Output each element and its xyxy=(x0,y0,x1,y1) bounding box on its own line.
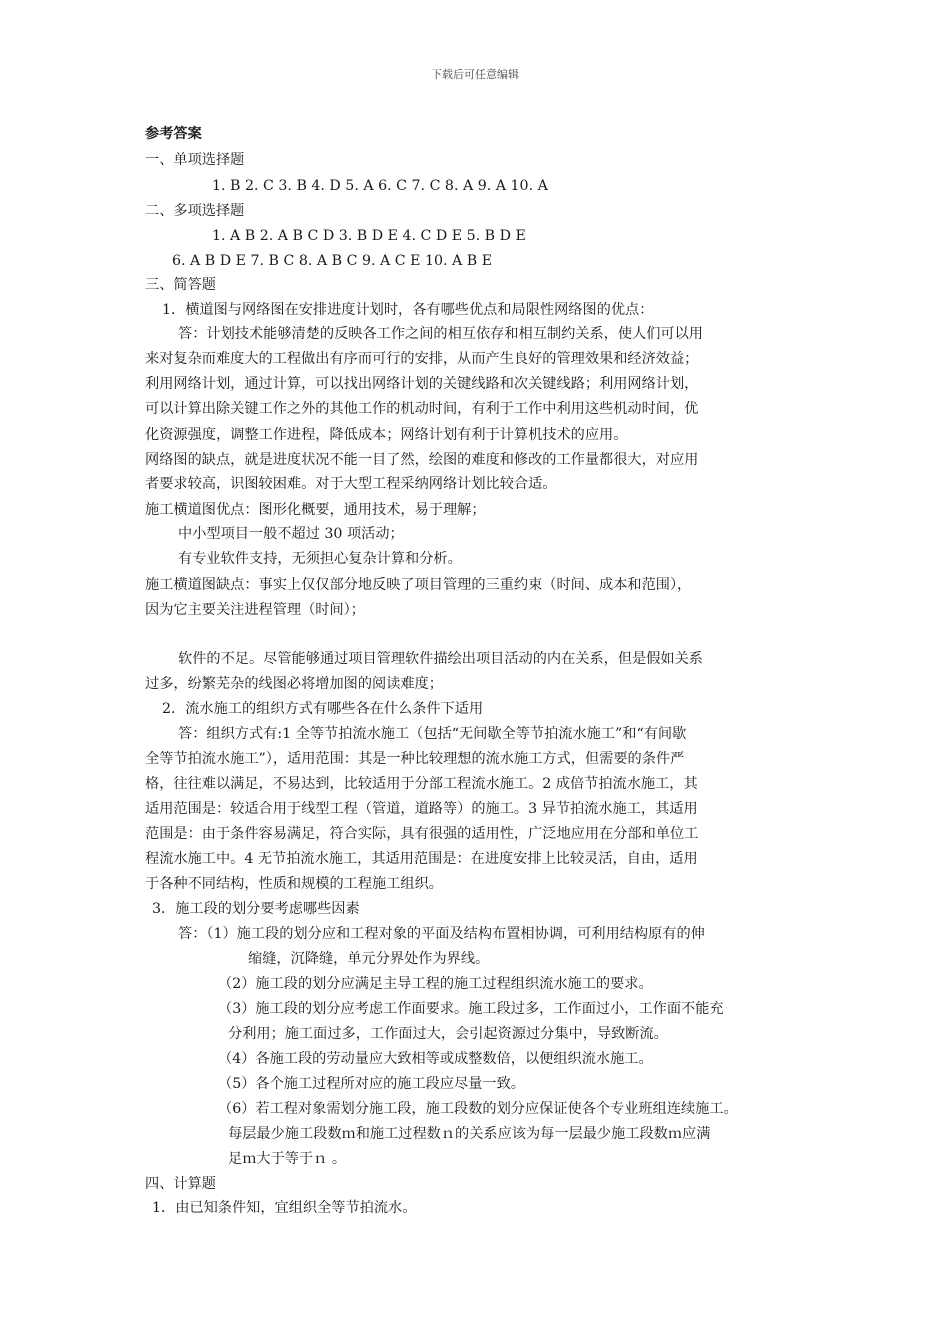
paragraph-line: （6）若工程对象需划分施工段，施工段数的划分应保证使各个专业班组连续施工。 xyxy=(218,1101,738,1117)
paragraph-line: 足ｍ大于等于ｎ 。 xyxy=(228,1151,347,1167)
answer-line: 1. A B 2. A B C D 3. B D E 4. C D E 5. B D E xyxy=(212,228,526,244)
paragraph-line: 每层最少施工段数ｍ和施工过程数ｎ的关系应该为每一层最少施工段数ｍ应满 xyxy=(228,1126,711,1142)
paragraph-line: 程流水施工中。4 无节拍流水施工，其适用范围是：在进度安排上比较灵活，自由，适用 xyxy=(145,851,698,867)
paragraph-line: 可以计算出除关键工作之外的其他工作的机动时间，有利于工作中利用这些机动时间，优 xyxy=(145,401,699,417)
paragraph-line: 中小型项目一般不超过 30 项活动； xyxy=(178,526,404,542)
paragraph-line: 过多，纷繁芜杂的线图必将增加图的阅读难度； xyxy=(145,676,443,692)
paragraph-line: 适用范围是：较适合用于线型工程（管道，道路等）的施工。3 异节拍流水施工，其适用 xyxy=(145,801,698,817)
paragraph-line: 网络图的缺点，就是进度状况不能一目了然，绘图的难度和修改的工作量都很大，对应用 xyxy=(145,452,699,468)
paragraph-line: 于各种不同结构，性质和规模的工程施工组织。 xyxy=(145,876,443,892)
paragraph-line: 格，往往难以满足，不易达到，比较适用于分部工程流水施工。2 成倍节拍流水施工，其 xyxy=(145,776,698,792)
paragraph-line: 答：（1）施工段的划分应和工程对象的平面及结构布置相协调，可利用结构原有的伸 xyxy=(178,926,705,942)
section-heading: 二、多项选择题 xyxy=(145,203,245,219)
section-heading: 三、简答题 xyxy=(145,277,216,293)
paragraph-line: 来对复杂而难度大的工程做出有序而可行的安排，从而产生良好的管理效果和经济效益； xyxy=(145,351,699,367)
paragraph-line: 软件的不足。尽管能够通过项目管理软件描绘出项目活动的内在关系，但是假如关系 xyxy=(178,651,703,667)
answer-line: 1. B 2. C 3. B 4. D 5. A 6. C 7. C 8. A 9. A 10. A xyxy=(212,178,548,194)
question: 2．流水施工的组织方式有哪些各在什么条件下适用 xyxy=(162,701,484,717)
paragraph-line: 者要求较高，识图较困难。对于大型工程采纳网络计划比较合适。 xyxy=(145,476,557,492)
section-heading: 一、单项选择题 xyxy=(145,152,245,168)
paragraph-line: 答：计划技术能够清楚的反映各工作之间的相互依存和相互制约关系，使人们可以用 xyxy=(178,326,703,342)
paragraph-line: 施工横道图优点：图形化概要，通用技术，易于理解； xyxy=(145,502,486,518)
paragraph-line: 全等节拍流水施工”），适用范围：其是一种比较理想的流水施工方式，但需要的条件严 xyxy=(145,751,685,767)
paragraph-line: 施工横道图缺点：事实上仅仅部分地反映了项目管理的三重约束（时间、成本和范围）， xyxy=(145,577,692,593)
paragraph-line: 缩缝，沉降缝，单元分界处作为界线。 xyxy=(248,951,490,967)
paragraph-line: 分利用；施工面过多，工作面过大，会引起资源过分集中，导致断流。 xyxy=(228,1026,668,1042)
paragraph-line: （5）各个施工过程所对应的施工段应尽量一致。 xyxy=(218,1076,525,1092)
paragraph-line: （4）各施工段的劳动量应大致相等或成整数倍，以便组织流水施工。 xyxy=(218,1051,653,1067)
paragraph-line: 1．由已知条件知，宜组织全等节拍流水。 xyxy=(152,1200,417,1216)
paragraph-line: 有专业软件支持，无须担心复杂计算和分析。 xyxy=(178,551,462,567)
page-header: 下载后可任意编辑 xyxy=(431,68,519,81)
section-heading: 四、计算题 xyxy=(145,1176,216,1192)
paragraph-line: 范围是：由于条件容易满足，符合实际，具有很强的适用性，广泛地应用在分部和单位工 xyxy=(145,826,699,842)
question: 1．横道图与网络图在安排进度计划时，各有哪些优点和局限性网络图的优点： xyxy=(162,302,654,318)
paragraph-line: 答：组织方式有:1 全等节拍流水施工（包括“无间歇全等节拍流水施工”和“有间歇 xyxy=(178,726,687,742)
answer-line: 6. A B D E 7. B C 8. A B C 9. A C E 10. A B E xyxy=(172,253,493,269)
paragraph-line: （2）施工段的划分应满足主导工程的施工过程组织流水施工的要求。 xyxy=(218,976,653,992)
paragraph-line: （3）施工段的划分应考虑工作面要求。施工段过多，工作面过小，工作面不能充 xyxy=(218,1001,724,1017)
paragraph-line: 化资源强度，调整工作进程，降低成本；网络计划有利于计算机技术的应用。 xyxy=(145,427,628,443)
paragraph-line: 因为它主要关注进程管理（时间）； xyxy=(145,602,365,618)
question: 3．施工段的划分要考虑哪些因素 xyxy=(152,901,360,917)
answer-title: 参考答案 xyxy=(145,126,202,142)
paragraph-line: 利用网络计划，通过计算，可以找出网络计划的关键线路和次关键线路；利用网络计划， xyxy=(145,376,699,392)
